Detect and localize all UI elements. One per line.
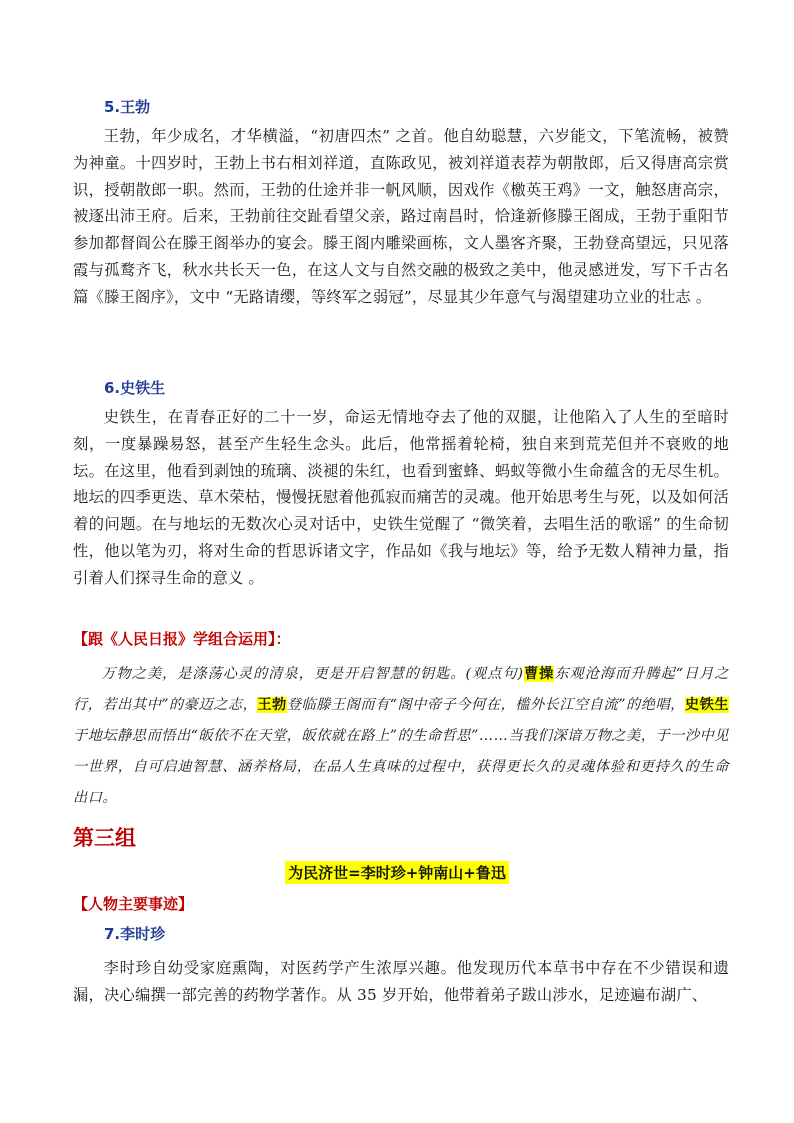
quote-text-3: 登临滕王阁而有“阁中帝子今何在，槛外长江空自流”的绝唱， — [286, 697, 685, 713]
quote-text-4: 于地坛静思而悟出“皈依不在天堂，皈依就在路上”的生命哲思”……当我们深谙万物之美，于一沙中见一世界，自可启迪智慧、涵养格局，在品人生真味的过程中，获得更长久的灵魂体验和更持久的生命出口。 — [73, 728, 729, 806]
highlight-name-wang-bo: 王勃 — [257, 697, 287, 713]
quote-paragraph — [73, 659, 729, 814]
section-heading-wang-bo: 5.王勃 — [104, 98, 151, 116]
quote-text-1: 万物之美，是涤荡心灵的清泉，更是开启智慧的钥匙。(观点句) — [101, 666, 524, 682]
deeds-heading: 【人物主要事迹】 — [73, 895, 194, 913]
paragraph-shi-tiesheng: 史铁生，在青春正好的二十一岁，命运无情地夺去了他的双腿，让他陷入了人生的至暗时刻，一度暴躁易怒，甚至产生轻生念头。此后，他常摇着轮椅，独自来到荒芜但并不衰败的地坛。在这里，他看到剥蚀的琉璃、淡褪的朱红，也看到蜜蜂、蚂蚁等微小生命蕴含的无尽生机。地坛的四季更迭、草木荣枯，慢慢抚慰着他孤寂而痛苦的灵魂。他开始思考生与死，以及如何活着的问题。在与地坛的无数次心灵对话中，史铁生觉醒了 “微笑着，去唱生活的歌谣” 的生命韧性，他以笔为刃，将对生命的哲思诉诸文字，作品如《我与地坛》等，给予无数人精神力量，指引着人们探寻生命的意义 。 — [73, 408, 729, 587]
highlight-name-cao-cao: 曹操 — [523, 666, 555, 682]
quote-text-2: 东观沧海而升腾起“日月之行，若出其中”的豪迈之志， — [73, 666, 729, 713]
paragraph-wang-bo: 王勃，年少成名，才华横溢，“初唐四杰” 之首。他自幼聪慧，六岁能文，下笔流畅，被赞为神童。十四岁时，王勃上书右相刘祥道，直陈政见，被刘祥道表荐为朝散郎，后又得唐高宗赏识，授朝散郎一职。然而，王勃的仕途并非一帆风顺，因戏作《檄英王鸡》一文，触怒唐高宗，被逐出沛王府。后来，王勃前往交趾看望父亲，路过南昌时，恰逢新修滕王阁成，王勃于重阳节参加都督阎公在滕王阁举办的宴会。滕王阁内雕梁画栋，文人墨客齐聚，王勃登高望远，只见落霞与孤鹜齐飞，秋水共长天一色，在这人文与自然交融的极致之美中，他灵感迸发，写下千古名篇《滕王阁序》，文中 “无路请缨，等终军之弱冠”，尽显其少年意气与渴望建功立业的壮志 。 — [73, 127, 729, 306]
theme-banner — [0, 861, 794, 884]
highlight-name-shi-tiesheng: 史铁生 — [684, 697, 729, 713]
group-title: 第三组 — [73, 826, 136, 850]
theme-text: 为民济世=李时珍+钟南山+鲁迅 — [285, 861, 509, 884]
paragraph-li-shizhen: 李时珍自幼受家庭熏陶，对医药学产生浓厚兴趣。他发现历代本草书中存在不少错误和遗漏，决心编撰一部完善的药物学著作。从 35 岁开始，他带着弟子跋山涉水，足迹遍布湖广、 — [73, 959, 729, 1004]
section-heading-li-shizhen: 7.李时珍 — [104, 925, 166, 943]
usage-heading: 【跟《人民日报》学组合运用】： — [73, 630, 291, 648]
section-heading-shi-tiesheng: 6.史铁生 — [104, 379, 166, 397]
